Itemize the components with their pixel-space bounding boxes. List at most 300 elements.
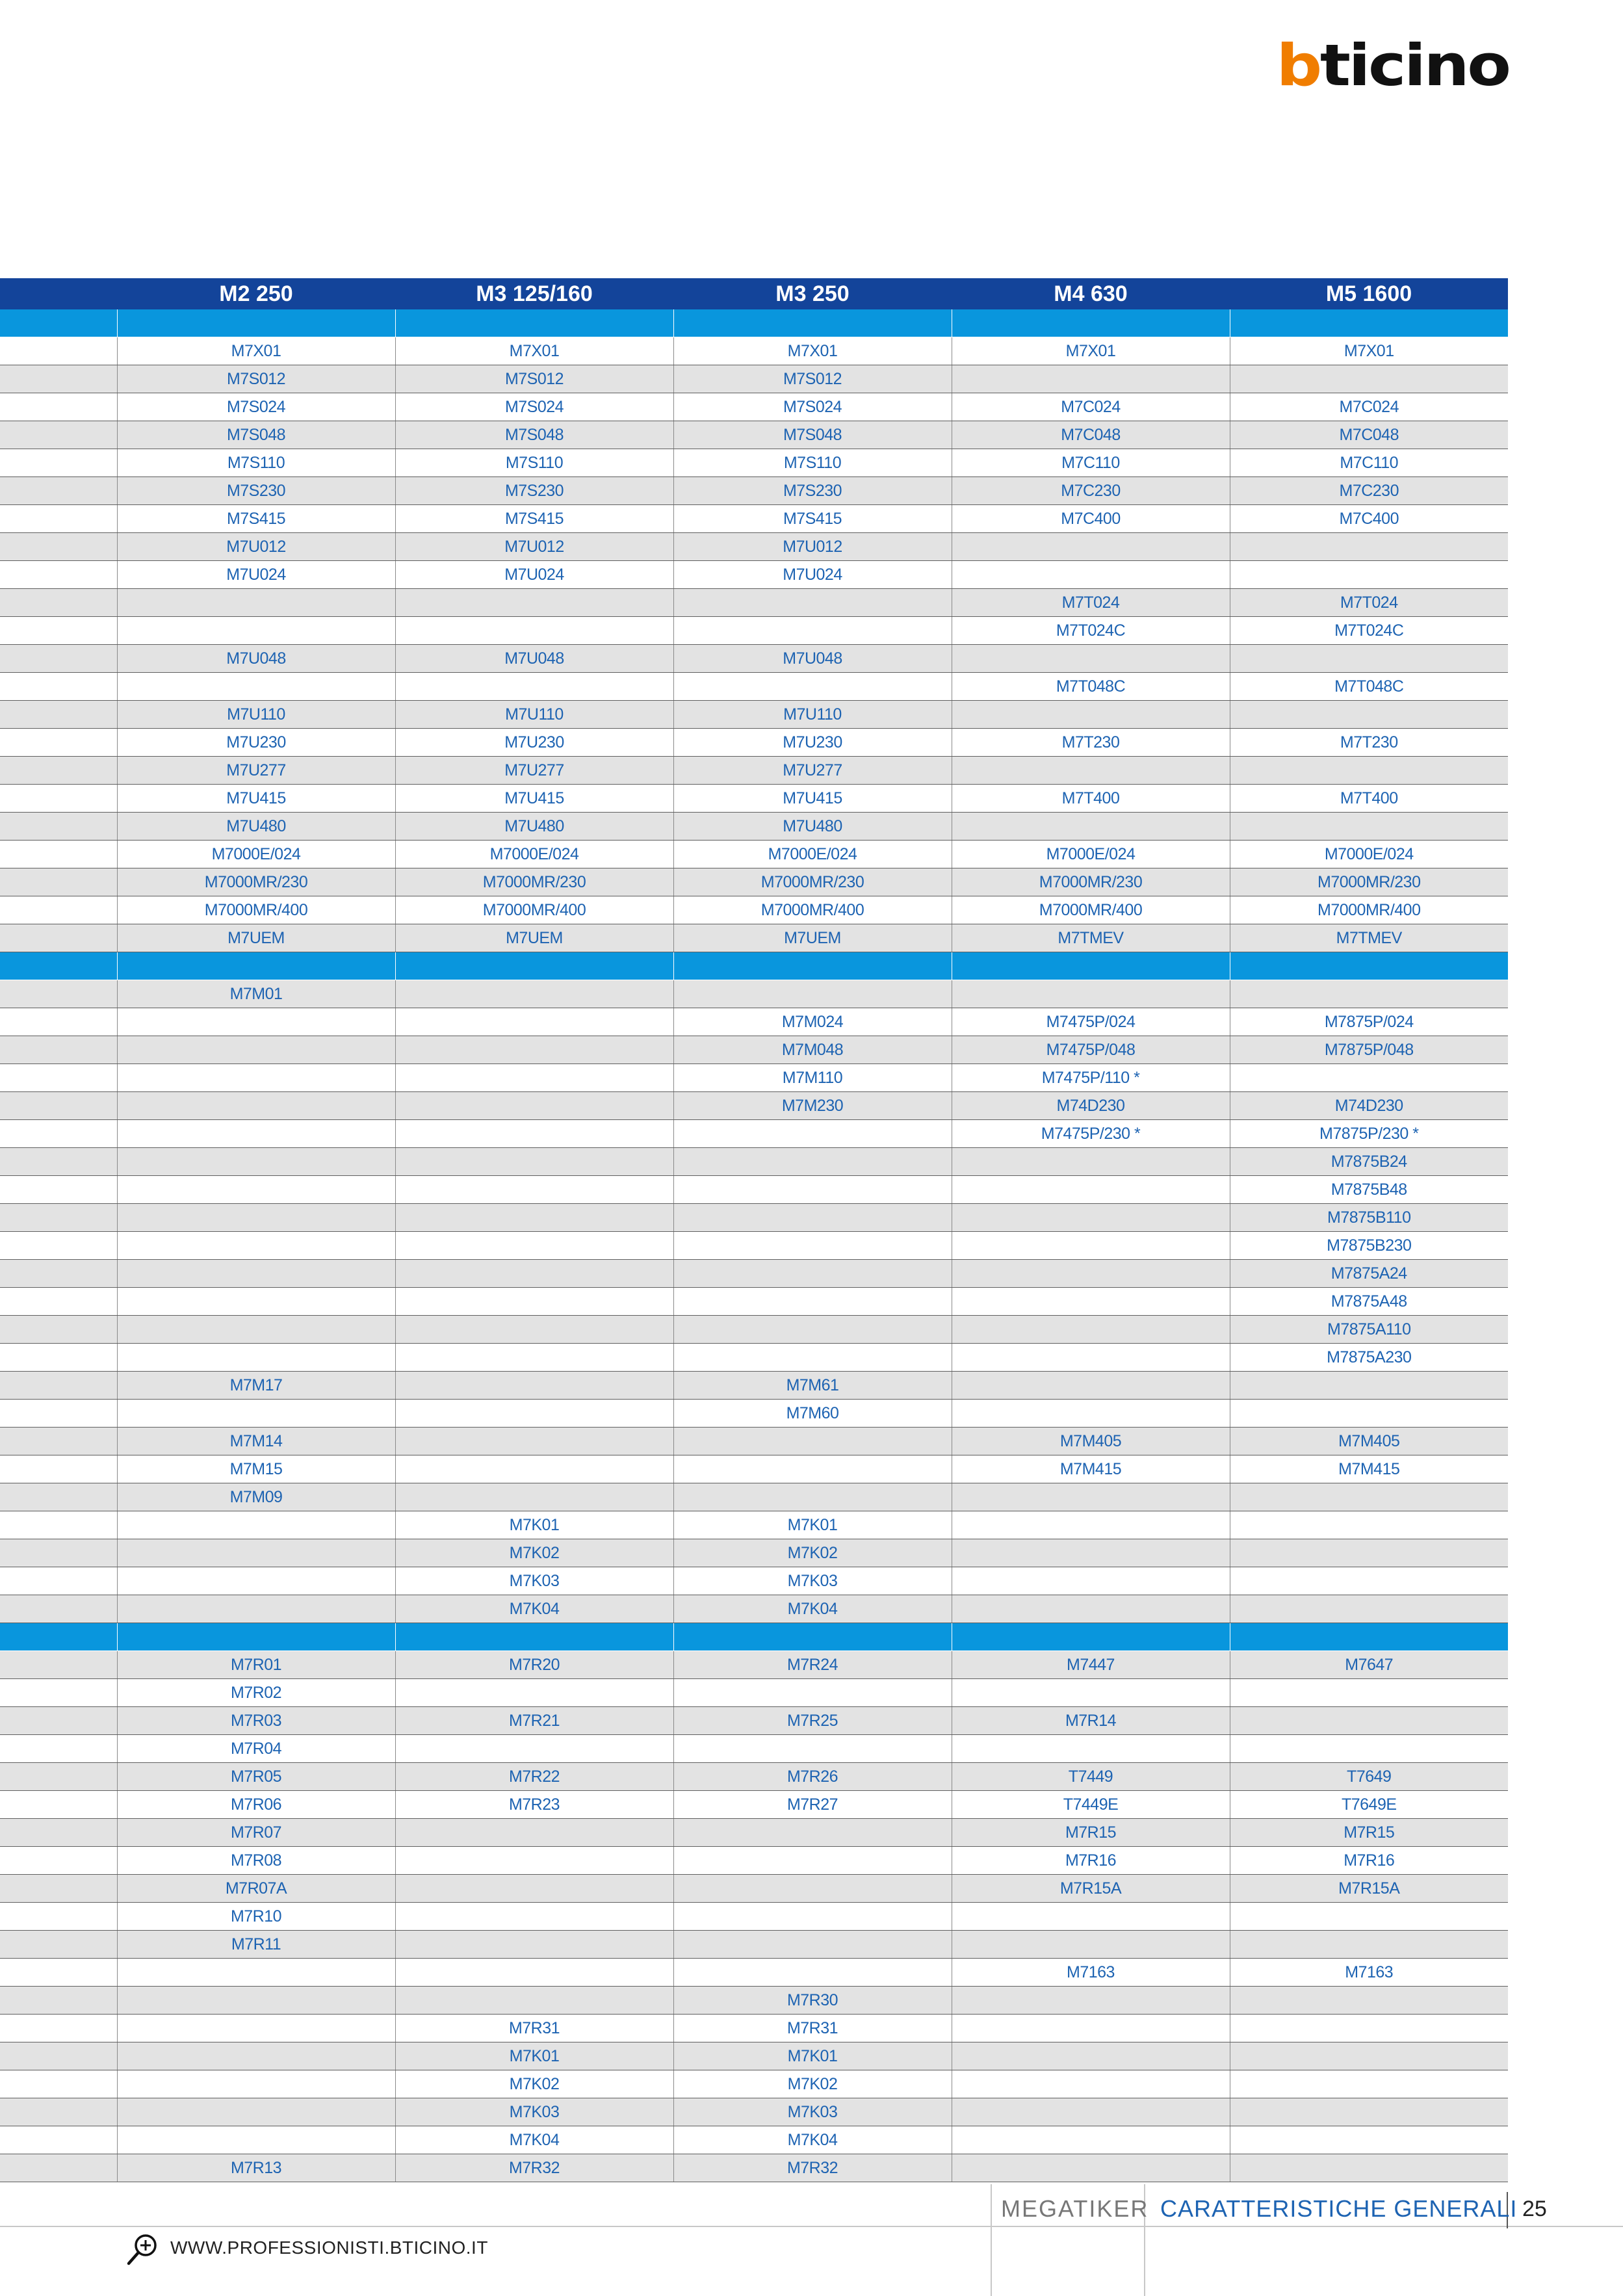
product-code-cell — [395, 952, 673, 980]
product-code-cell: M7S415 — [395, 505, 673, 533]
table-row — [0, 1428, 1508, 1455]
product-code-cell: M7S048 — [673, 421, 952, 449]
row-label-cell — [0, 1959, 117, 1987]
product-code-cell: M7T024 — [952, 589, 1230, 617]
product-code-cell — [117, 1092, 395, 1120]
product-code-cell: M7M61 — [673, 1372, 952, 1400]
row-label-cell — [0, 589, 117, 617]
table-row — [0, 617, 1508, 645]
row-label-cell — [0, 1651, 117, 1679]
table-row — [0, 729, 1508, 757]
product-code-cell: M7475P/024 — [952, 1008, 1230, 1036]
product-code-cell: M7C024 — [1230, 393, 1508, 421]
row-label-cell — [0, 1763, 117, 1791]
product-code-cell: M7875B48 — [1230, 1176, 1508, 1204]
row-label-cell — [0, 1260, 117, 1288]
product-code-cell — [1230, 1539, 1508, 1567]
product-code-cell: M7U415 — [673, 785, 952, 813]
product-code-cell — [673, 980, 952, 1008]
row-label-cell — [0, 2154, 117, 2182]
row-label-cell — [0, 393, 117, 421]
product-code-cell: M7S110 — [673, 449, 952, 477]
product-code-cell — [117, 1344, 395, 1372]
row-label-cell — [0, 841, 117, 868]
product-code-cell — [1230, 1987, 1508, 2015]
header-cell-m5-1600: M5 1600 — [1230, 278, 1508, 309]
row-label-cell — [0, 1400, 117, 1428]
table-row — [0, 1511, 1508, 1539]
product-code-cell — [1230, 813, 1508, 841]
product-code-cell: M7T024C — [1230, 617, 1508, 645]
product-code-cell — [117, 2015, 395, 2042]
product-code-cell — [117, 1064, 395, 1092]
row-label-cell — [0, 1847, 117, 1875]
product-code-cell: M7U024 — [117, 561, 395, 589]
product-code-cell: M7S048 — [117, 421, 395, 449]
product-code-cell: M7T230 — [952, 729, 1230, 757]
table-row — [0, 2126, 1508, 2154]
header-cell-m4-630: M4 630 — [952, 278, 1230, 309]
product-code-cell — [673, 1204, 952, 1232]
product-code-cell — [673, 309, 952, 337]
product-code-cell — [1230, 1483, 1508, 1511]
header-cell-m2-250: M2 250 — [117, 278, 395, 309]
product-code-cell: M7K04 — [395, 1595, 673, 1623]
product-code-cell: M7875A24 — [1230, 1260, 1508, 1288]
product-code-cell — [395, 1176, 673, 1204]
table-header-row — [0, 278, 1508, 309]
product-code-cell — [673, 1344, 952, 1372]
product-code-cell — [395, 1036, 673, 1064]
product-code-cell: M7M09 — [117, 1483, 395, 1511]
page-number: 25 — [1522, 2197, 1547, 2221]
product-code-cell — [117, 1567, 395, 1595]
product-code-cell — [395, 1260, 673, 1288]
row-label-cell — [0, 2070, 117, 2098]
table-row — [0, 1008, 1508, 1036]
logo-wordmark: ticino — [1320, 32, 1509, 99]
product-code-cell: M7K02 — [673, 1539, 952, 1567]
product-code-cell — [395, 617, 673, 645]
product-code-cell: M7875A230 — [1230, 1344, 1508, 1372]
product-code-cell — [1230, 2154, 1508, 2182]
row-label-cell — [0, 868, 117, 896]
product-code-cell — [952, 980, 1230, 1008]
table-row — [0, 2042, 1508, 2070]
product-code-cell — [395, 1903, 673, 1931]
product-code-cell — [673, 1316, 952, 1344]
product-code-cell — [395, 1847, 673, 1875]
table-row — [0, 2070, 1508, 2098]
product-code-cell: M7M230 — [673, 1092, 952, 1120]
product-code-cell — [117, 952, 395, 980]
product-code-cell — [952, 2154, 1230, 2182]
table-row — [0, 1791, 1508, 1819]
product-code-cell: M7C048 — [1230, 421, 1508, 449]
product-code-cell: M7K04 — [395, 2126, 673, 2154]
product-code-cell: M7C400 — [952, 505, 1230, 533]
table-row — [0, 1400, 1508, 1428]
product-code-cell — [673, 1232, 952, 1260]
product-code-cell — [1230, 1707, 1508, 1735]
table-row — [0, 365, 1508, 393]
product-code-cell — [1230, 2015, 1508, 2042]
product-code-cell: M7000MR/230 — [1230, 868, 1508, 896]
product-code-cell — [952, 1260, 1230, 1288]
row-label-cell — [0, 1176, 117, 1204]
footer-chapter-title: CARATTERISTICHE GENERALI — [1160, 2195, 1518, 2222]
product-code-cell — [1230, 1064, 1508, 1092]
product-code-cell: M7K01 — [673, 2042, 952, 2070]
table-row — [0, 1455, 1508, 1483]
table-row — [0, 980, 1508, 1008]
product-code-cell — [117, 2098, 395, 2126]
product-code-cell: M7U024 — [673, 561, 952, 589]
row-label-cell — [0, 1316, 117, 1344]
product-code-cell: M7S024 — [673, 393, 952, 421]
row-label-cell — [0, 785, 117, 813]
table-row — [0, 1483, 1508, 1511]
row-label-cell — [0, 1036, 117, 1064]
product-code-cell — [117, 1148, 395, 1176]
product-code-cell — [952, 1987, 1230, 2015]
product-code-cell — [1230, 2098, 1508, 2126]
product-code-cell: M7C110 — [952, 449, 1230, 477]
product-code-cell: M7C230 — [952, 477, 1230, 505]
product-code-cell: M7875P/048 — [1230, 1036, 1508, 1064]
product-code-cell — [952, 1176, 1230, 1204]
table-row — [0, 1372, 1508, 1400]
product-code-cell: M7M01 — [117, 980, 395, 1008]
row-label-cell — [0, 757, 117, 785]
search-plus-icon[interactable] — [125, 2231, 161, 2267]
product-code-cell — [117, 1204, 395, 1232]
table-row — [0, 1232, 1508, 1260]
product-code-cell: M7875P/024 — [1230, 1008, 1508, 1036]
product-code-cell: M7T230 — [1230, 729, 1508, 757]
product-code-cell — [673, 673, 952, 701]
product-code-cell — [673, 617, 952, 645]
product-code-cell — [1230, 1735, 1508, 1763]
product-code-cell — [395, 1232, 673, 1260]
product-code-cell — [1230, 1931, 1508, 1959]
table-row — [0, 868, 1508, 896]
product-code-cell: M7475P/048 — [952, 1036, 1230, 1064]
product-code-cell: M7000E/024 — [395, 841, 673, 868]
product-code-cell: M7U012 — [117, 533, 395, 561]
product-code-cell: T7649E — [1230, 1791, 1508, 1819]
product-code-cell — [117, 1120, 395, 1148]
product-code-cell: M7U277 — [395, 757, 673, 785]
product-code-cell: M7R24 — [673, 1651, 952, 1679]
product-code-cell: M7875A48 — [1230, 1288, 1508, 1316]
row-label-cell — [0, 561, 117, 589]
product-code-cell — [117, 2126, 395, 2154]
row-label-cell — [0, 477, 117, 505]
product-code-cell — [1230, 1595, 1508, 1623]
product-code-cell: M7S415 — [117, 505, 395, 533]
product-code-cell: M7S012 — [117, 365, 395, 393]
product-code-cell: M7R10 — [117, 1903, 395, 1931]
row-label-cell — [0, 1092, 117, 1120]
product-code-cell — [1230, 533, 1508, 561]
product-code-cell — [673, 1483, 952, 1511]
product-code-cell: M7M110 — [673, 1064, 952, 1092]
product-code-cell — [395, 309, 673, 337]
product-code-cell — [395, 1092, 673, 1120]
table-row — [0, 1595, 1508, 1623]
row-label-cell — [0, 980, 117, 1008]
product-code-cell — [673, 1623, 952, 1651]
product-code-cell: M7S110 — [117, 449, 395, 477]
product-code-cell: M7U012 — [395, 533, 673, 561]
table-row — [0, 1260, 1508, 1288]
product-code-cell: M7R21 — [395, 1707, 673, 1735]
product-code-cell — [673, 1875, 952, 1903]
product-code-cell — [395, 1679, 673, 1707]
row-label-cell — [0, 2042, 117, 2070]
product-code-cell — [952, 1511, 1230, 1539]
row-label-cell — [0, 1623, 117, 1651]
row-label-cell — [0, 1791, 117, 1819]
product-code-cell: M7R11 — [117, 1931, 395, 1959]
product-code-cell — [395, 1987, 673, 2015]
row-label-cell — [0, 1567, 117, 1595]
table-row — [0, 449, 1508, 477]
product-code-cell: M7R31 — [395, 2015, 673, 2042]
section-divider-row — [0, 1623, 1508, 1651]
header-cell-label — [0, 278, 117, 309]
table-row — [0, 1735, 1508, 1763]
product-code-cell — [673, 1428, 952, 1455]
product-code-cell — [1230, 2042, 1508, 2070]
product-code-cell: M7U230 — [117, 729, 395, 757]
product-code-cell: M7K02 — [395, 2070, 673, 2098]
product-code-cell — [952, 533, 1230, 561]
product-code-cell — [673, 1455, 952, 1483]
product-code-cell — [395, 980, 673, 1008]
product-code-cell — [673, 589, 952, 617]
product-code-cell — [395, 1204, 673, 1232]
table-row — [0, 813, 1508, 841]
product-code-cell: M7K04 — [673, 1595, 952, 1623]
product-code-cell: M7S012 — [673, 365, 952, 393]
product-code-cell: M7M415 — [1230, 1455, 1508, 1483]
product-code-cell: M7000E/024 — [1230, 841, 1508, 868]
product-code-cell: M7R25 — [673, 1707, 952, 1735]
product-code-cell — [117, 1595, 395, 1623]
row-label-cell — [0, 2098, 117, 2126]
product-code-cell: M7R30 — [673, 1987, 952, 2015]
product-code-cell — [395, 1483, 673, 1511]
product-code-cell: M7U415 — [395, 785, 673, 813]
product-code-cell: M7TMEV — [1230, 924, 1508, 952]
row-label-cell — [0, 1428, 117, 1455]
product-code-cell — [395, 1819, 673, 1847]
table-row — [0, 1847, 1508, 1875]
product-code-cell: M7U230 — [395, 729, 673, 757]
product-code-cell: M7T048C — [952, 673, 1230, 701]
product-code-cell: M7K01 — [395, 2042, 673, 2070]
product-code-cell: M7K03 — [673, 1567, 952, 1595]
table-row — [0, 924, 1508, 952]
product-code-cell — [1230, 1567, 1508, 1595]
product-code-cell — [117, 2042, 395, 2070]
row-label-cell — [0, 1707, 117, 1735]
product-code-cell: M7R32 — [395, 2154, 673, 2182]
product-code-cell: M7647 — [1230, 1651, 1508, 1679]
product-code-cell: M7875P/230 * — [1230, 1120, 1508, 1148]
product-code-cell — [952, 952, 1230, 980]
row-label-cell — [0, 673, 117, 701]
product-code-cell — [952, 1539, 1230, 1567]
product-code-cell: M7S415 — [673, 505, 952, 533]
product-code-cell: M7000MR/400 — [395, 896, 673, 924]
product-code-cell — [952, 2126, 1230, 2154]
product-code-cell: M7R05 — [117, 1763, 395, 1791]
product-code-cell — [673, 1903, 952, 1931]
product-code-cell — [1230, 1623, 1508, 1651]
product-code-cell — [952, 1316, 1230, 1344]
table-row — [0, 701, 1508, 729]
product-code-cell: M7475P/230 * — [952, 1120, 1230, 1148]
product-code-cell: M7M14 — [117, 1428, 395, 1455]
product-code-cell: M7M024 — [673, 1008, 952, 1036]
table-row — [0, 1651, 1508, 1679]
table-row — [0, 1959, 1508, 1987]
row-label-cell — [0, 449, 117, 477]
row-label-cell — [0, 952, 117, 980]
product-code-cell — [1230, 1903, 1508, 1931]
row-label-cell — [0, 1931, 117, 1959]
product-code-cell — [117, 1511, 395, 1539]
product-code-cell: M7X01 — [395, 337, 673, 365]
product-code-cell: M7UEM — [673, 924, 952, 952]
table-row — [0, 589, 1508, 617]
product-code-cell: T7449E — [952, 1791, 1230, 1819]
row-label-cell — [0, 1511, 117, 1539]
product-code-cell — [1230, 701, 1508, 729]
product-code-cell: M7R14 — [952, 1707, 1230, 1735]
product-code-cell: M7875B110 — [1230, 1204, 1508, 1232]
row-label-cell — [0, 1539, 117, 1567]
product-code-cell: M7U048 — [395, 645, 673, 673]
row-label-cell — [0, 1987, 117, 2015]
table-row — [0, 2154, 1508, 2182]
table-row — [0, 1679, 1508, 1707]
table-row — [0, 337, 1508, 365]
table-row — [0, 1120, 1508, 1148]
row-label-cell — [0, 1204, 117, 1232]
row-label-cell — [0, 1232, 117, 1260]
product-code-cell — [952, 365, 1230, 393]
product-code-cell: M7C110 — [1230, 449, 1508, 477]
product-code-cell — [395, 589, 673, 617]
table-row — [0, 673, 1508, 701]
product-code-cell: M7S024 — [395, 393, 673, 421]
product-code-cell — [117, 1008, 395, 1036]
product-code-cell: M7K02 — [395, 1539, 673, 1567]
product-code-cell: M7M415 — [952, 1455, 1230, 1483]
product-code-cell: M7M15 — [117, 1455, 395, 1483]
table-row — [0, 1763, 1508, 1791]
footer-website-link[interactable]: WWW.PROFESSIONISTI.BTICINO.IT — [170, 2237, 488, 2258]
product-code-cell: M7K03 — [395, 2098, 673, 2126]
row-label-cell — [0, 1008, 117, 1036]
table-row — [0, 421, 1508, 449]
product-code-cell — [952, 757, 1230, 785]
product-code-cell: M7T024C — [952, 617, 1230, 645]
table-row — [0, 393, 1508, 421]
product-code-cell — [952, 1567, 1230, 1595]
product-code-cell: M7M17 — [117, 1372, 395, 1400]
product-code-cell — [952, 1931, 1230, 1959]
product-code-cell: M7C024 — [952, 393, 1230, 421]
product-code-cell: M7S048 — [395, 421, 673, 449]
product-code-cell — [395, 1455, 673, 1483]
product-code-cell — [117, 1400, 395, 1428]
product-code-cell — [117, 2070, 395, 2098]
product-code-cell: M7R31 — [673, 2015, 952, 2042]
product-code-cell: M7R16 — [952, 1847, 1230, 1875]
product-code-cell — [952, 701, 1230, 729]
table-row — [0, 1931, 1508, 1959]
product-code-cell: M7U048 — [117, 645, 395, 673]
product-code-cell: M7R22 — [395, 1763, 673, 1791]
product-code-cell: M7R23 — [395, 1791, 673, 1819]
table-row — [0, 1875, 1508, 1903]
product-code-cell — [952, 1400, 1230, 1428]
table-row — [0, 1064, 1508, 1092]
row-label-cell — [0, 896, 117, 924]
table-row — [0, 2015, 1508, 2042]
product-code-cell — [952, 2015, 1230, 2042]
product-code-cell — [1230, 1679, 1508, 1707]
product-code-cell — [117, 1987, 395, 2015]
product-code-cell: M7K02 — [673, 2070, 952, 2098]
product-code-cell: M7000MR/230 — [117, 868, 395, 896]
product-code-cell: M7C048 — [952, 421, 1230, 449]
product-code-cell — [673, 1679, 952, 1707]
product-code-cell: M7000E/024 — [952, 841, 1230, 868]
product-code-cell — [117, 1232, 395, 1260]
product-code-cell — [117, 1176, 395, 1204]
table-row — [0, 1707, 1508, 1735]
product-code-cell — [673, 1260, 952, 1288]
table-row — [0, 1539, 1508, 1567]
table-row — [0, 2098, 1508, 2126]
product-code-cell — [395, 1931, 673, 1959]
product-code-cell — [1230, 309, 1508, 337]
product-code-cell — [952, 1903, 1230, 1931]
product-code-cell — [1230, 2126, 1508, 2154]
product-code-cell: M7000MR/230 — [673, 868, 952, 896]
product-code-cell: M7K01 — [395, 1511, 673, 1539]
product-code-cell — [673, 1847, 952, 1875]
product-code-cell: M7U277 — [673, 757, 952, 785]
product-code-cell — [952, 2070, 1230, 2098]
product-code-cell — [952, 309, 1230, 337]
product-code-cell: M7U480 — [673, 813, 952, 841]
product-code-cell: M7000MR/400 — [673, 896, 952, 924]
product-code-cell: M7R04 — [117, 1735, 395, 1763]
product-code-cell — [395, 1400, 673, 1428]
product-code-cell — [673, 1959, 952, 1987]
product-code-cell — [395, 1623, 673, 1651]
product-code-cell: M7000E/024 — [117, 841, 395, 868]
product-code-cell — [952, 1372, 1230, 1400]
product-code-cell — [952, 1735, 1230, 1763]
